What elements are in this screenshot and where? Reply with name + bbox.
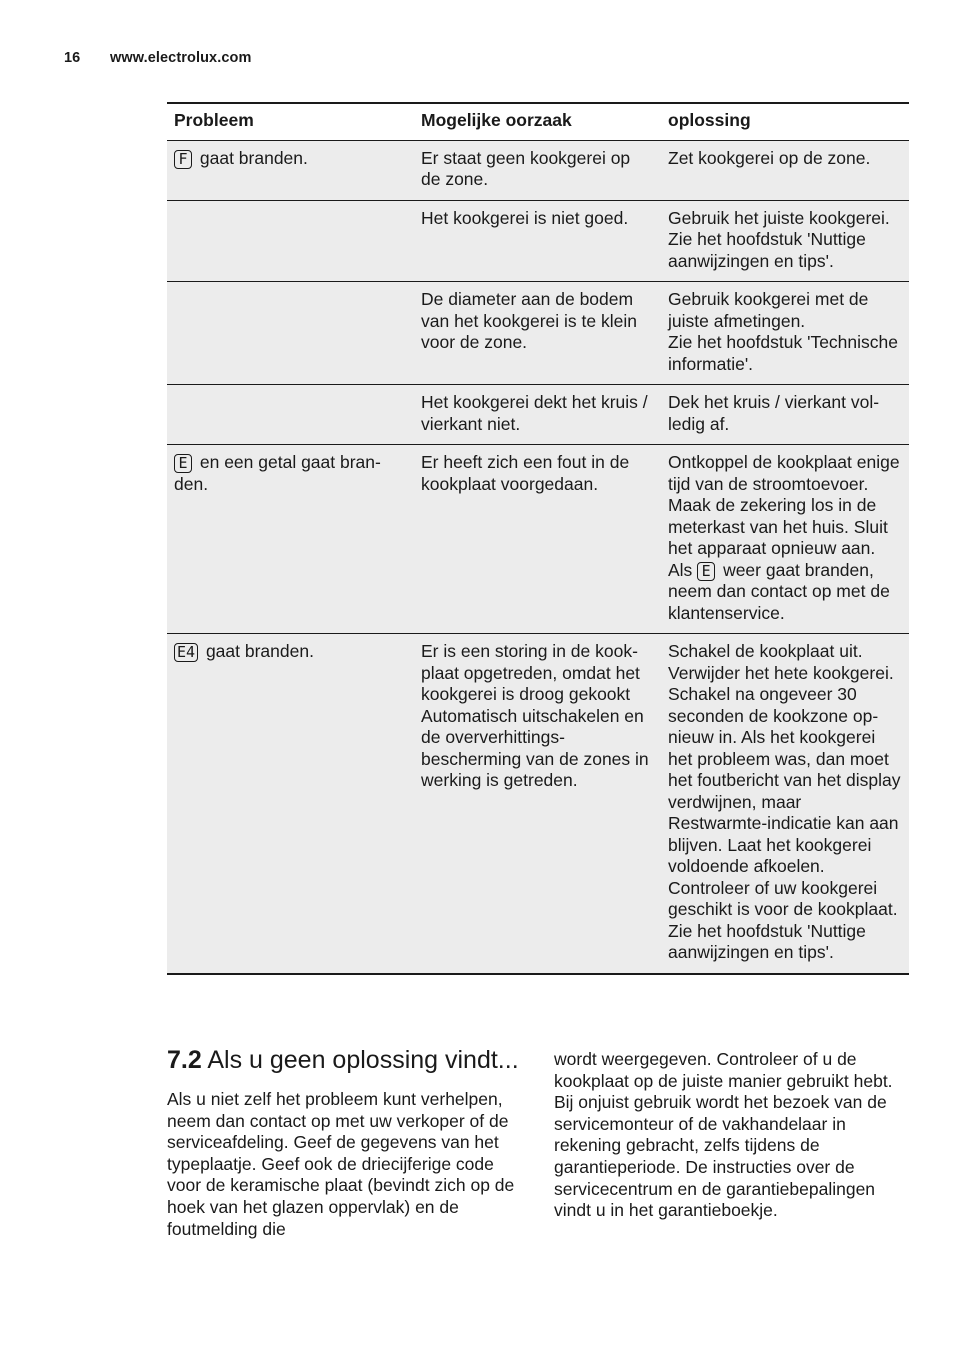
troubleshooting-table [167, 102, 909, 975]
table-row [167, 200, 909, 282]
table-row [167, 385, 909, 445]
table-row [167, 634, 909, 974]
display-code-icon: E [174, 454, 192, 473]
problem-text: gaat branden. [199, 147, 308, 168]
problem-cell [167, 634, 414, 974]
body-paragraph-right: wordt weergegeven. Controleer of u de kookplaat op de juiste manier gebruikt hebt. Bij onjuist gebruik wordt het bezoek van de servicemonteur of de vakhandelaar in rekening gebracht, zelfs tijdens de garantieperiode. De instructies over de servicecentrum en de garantiebepalingen vindt u in het garantieboekje. [554, 1049, 893, 1221]
solution-cell: Dek het kruis / vierkant volledig af. [661, 385, 909, 445]
solution-cell: Schakel de kookplaat uit. Verwijder het hete kookgerei. Schakel na ongeveer 30 seconden de kookzone opnieuw in. Als het kookgerei het probleem was, dan moet het foutbericht van het display verdwijnen, maar Restwarmte-indicatie kan aan blijven. Laat het kookgerei voldoende afkoelen. Controleer of uw kookgerei geschikt is voor de kookplaat. Zie het hoofdstuk 'Nuttige aanwijzingen en tips'. [661, 634, 909, 974]
section-number: 7.2 [167, 1046, 202, 1074]
column-header-problem: Probleem [167, 103, 414, 140]
display-code-icon: E [697, 562, 715, 581]
website-url[interactable]: www.electrolux.com [110, 50, 252, 66]
table-header-row [167, 103, 909, 140]
table-row [167, 140, 909, 200]
problem-cell [167, 445, 414, 634]
display-code-icon: E4 [174, 643, 198, 662]
cause-cell: De diameter aan de bodem van het kookgerei is te klein voor de zone. [414, 282, 661, 385]
solution-cell [661, 445, 909, 634]
cause-cell: Het kookgerei dekt het kruis / vierkant niet. [414, 385, 661, 445]
problem-cell [167, 282, 414, 385]
table-row [167, 282, 909, 385]
solution-cell: Gebruik het juiste kookgerei. Zie het hoofdstuk 'Nuttige aanwijzingen en tips'. [661, 200, 909, 282]
problem-cell [167, 385, 414, 445]
column-header-cause: Mogelijke oorzaak [414, 103, 661, 140]
column-header-solution: oplossing [661, 103, 909, 140]
problem-cell [167, 140, 414, 200]
display-code-icon: F [174, 150, 192, 169]
solution-cell: Zet kookgerei op de zone. [661, 140, 909, 200]
section-title-text: Als u geen oplossing vindt... [207, 1046, 519, 1074]
section-heading [167, 1046, 519, 1075]
cause-cell: Er heeft zich een fout in de kookplaat voorgedaan. [414, 445, 661, 634]
cause-cell: Er is een storing in de kookplaat opgetreden, omdat het kookgerei is droog gekookt Automatisch uitschakelen en de oververhittingsbescherming van de zones in werking is getreden. [414, 634, 661, 974]
solution-text-part: weer gaat branden, neem dan contact op met de klantenservice. [668, 559, 890, 623]
solution-cell: Gebruik kookgerei met de juiste afmetingen. Zie het hoofdstuk 'Technische informatie'. [661, 282, 909, 385]
problem-cell [167, 200, 414, 282]
body-paragraph-left: Als u niet zelf het probleem kunt verhelpen, neem dan contact op met uw verkoper of de serviceafdeling. Geef de gegevens van het typeplaatje. Geef ook de driecijferige code voor de keramische plaat (bevindt zich op de hoek van het glazen oppervlak) en de foutmelding die [167, 1089, 515, 1239]
problem-text: en een getal gaat branden. [174, 452, 381, 494]
page-header [64, 50, 251, 66]
table-row [167, 445, 909, 634]
solution-text-part: Ontkoppel de kookplaat enige tijd van de stroomtoevoer. Maak de zekering los in de meterkast van het huis. Sluit het apparaat opnieuw aan. Als [668, 452, 900, 580]
cause-cell: Het kookgerei is niet goed. [414, 200, 661, 282]
cause-cell: Er staat geen kookgerei op de zone. [414, 140, 661, 200]
page-number: 16 [64, 50, 81, 66]
problem-text: gaat branden. [205, 641, 314, 661]
